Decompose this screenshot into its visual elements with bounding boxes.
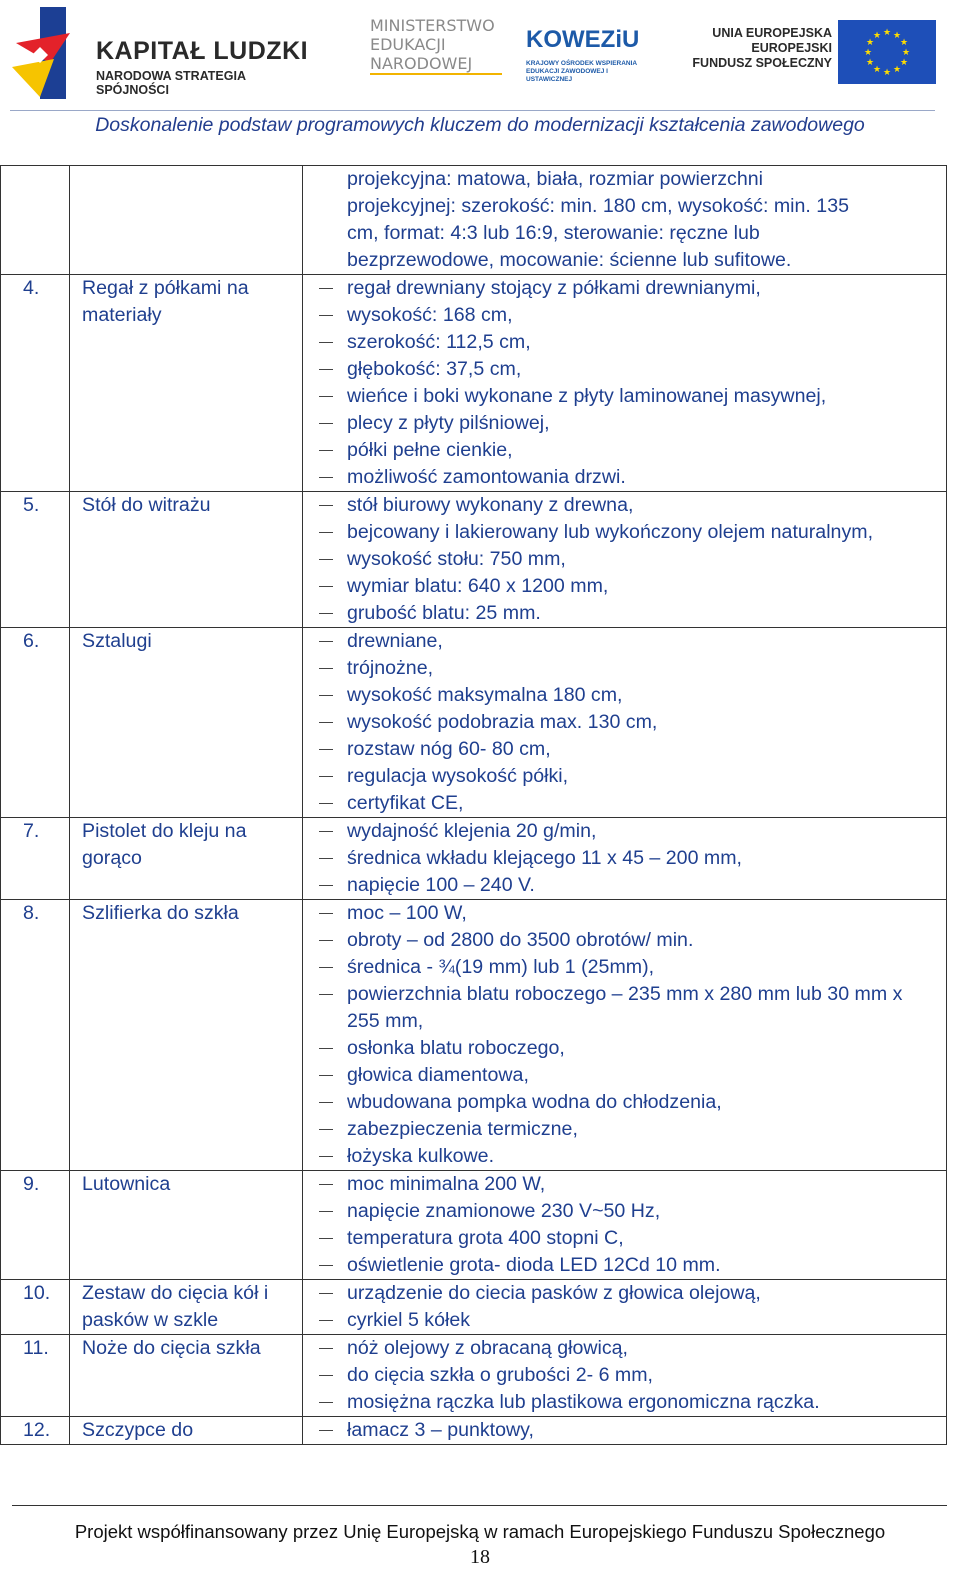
spec-text: wbudowana pompka wodna do chłodzenia, (347, 1091, 722, 1113)
koweziu-title: KOWEZiU (526, 26, 640, 53)
spec-item (303, 356, 938, 383)
cell-name (70, 818, 303, 900)
spec-item (303, 1171, 938, 1198)
dash-bullet-icon (319, 1293, 333, 1294)
cell-number (1, 1280, 70, 1335)
cell-specs (303, 166, 947, 275)
table-row (1, 1335, 947, 1417)
item-name: Regał z półkami na materiały (82, 277, 249, 326)
spec-text: wysokość podobrazia max. 130 cm, (347, 711, 658, 733)
dash-bullet-icon (319, 858, 333, 859)
spec-item (303, 818, 938, 845)
cell-specs (303, 492, 947, 628)
dash-bullet-icon (319, 776, 333, 777)
dash-bullet-icon (319, 831, 333, 832)
dash-bullet-icon (319, 1211, 333, 1212)
spec-continuation-line: bezprzewodowe, mocowanie: ścienne lub sufitowe. (347, 249, 792, 271)
cell-name (70, 1171, 303, 1280)
dash-bullet-icon (319, 342, 333, 343)
svg-text:★: ★ (865, 38, 875, 48)
dash-bullet-icon (319, 1238, 333, 1239)
item-number: 5. (23, 494, 40, 516)
koweziu-logo (520, 20, 650, 90)
dash-bullet-icon (319, 477, 333, 478)
spec-text: rozstaw nóg 60- 80 cm, (347, 738, 551, 760)
spec-list (303, 1335, 938, 1416)
item-name: Szczypce do (82, 1419, 194, 1441)
svg-text:★: ★ (892, 31, 902, 41)
spec-list (303, 275, 938, 491)
cell-number (1, 900, 70, 1171)
cell-specs (303, 900, 947, 1171)
equipment-spec-table (0, 165, 947, 1445)
dash-bullet-icon (319, 1184, 333, 1185)
spec-item (303, 736, 938, 763)
dash-bullet-icon (319, 803, 333, 804)
spec-list (303, 1417, 938, 1444)
cell-number (1, 492, 70, 628)
dash-bullet-icon (319, 641, 333, 642)
spec-item (303, 1252, 938, 1279)
cell-number (1, 818, 70, 900)
spec-text: trójnożne, (347, 657, 434, 679)
spec-item (303, 410, 938, 437)
item-name: Pistolet do kleju na gorąco (82, 820, 247, 869)
spec-item (303, 437, 938, 464)
spec-item (303, 329, 938, 356)
cell-name (70, 1417, 303, 1445)
page-number: 18 (470, 1546, 490, 1568)
dash-bullet-icon (319, 315, 333, 316)
dash-bullet-icon (319, 885, 333, 886)
dash-bullet-icon (319, 288, 333, 289)
item-name: Sztalugi (82, 630, 152, 652)
cell-specs (303, 1171, 947, 1280)
spec-item (303, 845, 938, 872)
dash-bullet-icon (319, 423, 333, 424)
spec-text: półki pełne cienkie, (347, 439, 513, 461)
dash-bullet-icon (319, 668, 333, 669)
spec-text: oświetlenie grota- dioda LED 12Cd 10 mm. (347, 1254, 721, 1276)
cell-name (70, 275, 303, 492)
kapital-ludzki-subtitle: NARODOWA STRATEGIA SPÓJNOŚCI (96, 69, 246, 97)
ministry-education-logo (358, 16, 508, 86)
spec-item (303, 275, 938, 302)
table-row (1, 900, 947, 1171)
item-number: 10. (23, 1282, 51, 1304)
table-row (1, 275, 947, 492)
cell-number (1, 166, 70, 275)
spec-text: wydajność klejenia 20 g/min, (347, 820, 597, 842)
spec-list (303, 1280, 938, 1334)
spec-text: możliwość zamontowania drzwi. (347, 466, 626, 488)
header-divider (10, 110, 935, 111)
dash-bullet-icon (319, 1430, 333, 1431)
dash-bullet-icon (319, 722, 333, 723)
spec-item (303, 1062, 938, 1089)
spec-item (303, 1307, 938, 1334)
cell-name (70, 628, 303, 818)
cell-number (1, 1335, 70, 1417)
svg-text:★: ★ (882, 68, 892, 78)
dash-bullet-icon (319, 1320, 333, 1321)
item-number: 9. (23, 1173, 40, 1195)
spec-text: mosiężna rączka lub plastikowa ergonomiczna rączka. (347, 1391, 820, 1413)
spec-list (303, 900, 938, 1170)
dash-bullet-icon (319, 1402, 333, 1403)
spec-text: grubość blatu: 25 mm. (347, 602, 541, 624)
spec-item (303, 302, 938, 329)
spec-item (303, 1362, 938, 1389)
cell-specs (303, 1335, 947, 1417)
table-row (1, 492, 947, 628)
dash-bullet-icon (319, 559, 333, 560)
spec-list (303, 818, 938, 899)
dash-bullet-icon (319, 940, 333, 941)
spec-item (303, 1417, 938, 1444)
spec-list (303, 1171, 938, 1279)
cell-name (70, 166, 303, 275)
spec-item (303, 519, 938, 546)
spec-continuation-line: projekcyjnej: szerokość: min. 180 cm, wysokość: min. 135 (347, 195, 850, 217)
cell-number (1, 628, 70, 818)
spec-text: plecy z płyty pilśniowej, (347, 412, 550, 434)
spec-text: regał drewniany stojący z półkami drewnianymi, (347, 277, 761, 299)
spec-item (303, 628, 938, 655)
table-row (1, 1171, 947, 1280)
eu-fund-logo (692, 20, 952, 90)
spec-item (303, 1089, 938, 1116)
dash-bullet-icon (319, 505, 333, 506)
spec-text: napięcie 100 – 240 V. (347, 874, 535, 896)
spec-text: cyrkiel 5 kółek (347, 1309, 471, 1331)
item-name: Noże do cięcia szkła (82, 1337, 261, 1359)
dash-bullet-icon (319, 1156, 333, 1157)
item-name: Szlifierka do szkła (82, 902, 239, 924)
svg-text:★: ★ (899, 58, 909, 68)
dash-bullet-icon (319, 396, 333, 397)
dash-bullet-icon (319, 994, 333, 995)
spec-text: powierzchnia blatu roboczego – 235 mm x 280 mm lub 30 mm x 255 mm, (347, 983, 903, 1032)
dash-bullet-icon (319, 1348, 333, 1349)
spec-item (303, 682, 938, 709)
spec-item (303, 763, 938, 790)
spec-item (303, 872, 938, 899)
eu-fund-text: UNIA EUROPEJSKA EUROPEJSKI FUNDUSZ SPOŁECZNY (692, 26, 832, 70)
kapital-ludzki-logo (10, 5, 320, 105)
spec-item (303, 1389, 938, 1416)
cell-specs (303, 818, 947, 900)
spec-item (303, 383, 938, 410)
spec-list (303, 628, 938, 817)
dash-bullet-icon (319, 586, 333, 587)
dash-bullet-icon (319, 1265, 333, 1266)
spec-text: moc – 100 W, (347, 902, 467, 924)
spec-text: temperatura grota 400 stopni C, (347, 1227, 624, 1249)
dash-bullet-icon (319, 613, 333, 614)
cell-specs (303, 275, 947, 492)
svg-text:★: ★ (872, 31, 882, 41)
svg-text:★: ★ (863, 48, 873, 58)
spec-text: wysokość stołu: 750 mm, (347, 548, 566, 570)
dash-bullet-icon (319, 532, 333, 533)
eu-flag-icon (838, 20, 936, 84)
spec-text: szerokość: 112,5 cm, (347, 331, 531, 353)
cell-name (70, 1335, 303, 1417)
dash-bullet-icon (319, 1129, 333, 1130)
spec-text: certyfikat CE, (347, 792, 464, 814)
spec-text: drewniane, (347, 630, 443, 652)
item-number: 7. (23, 820, 40, 842)
spec-item (303, 1225, 938, 1252)
spec-item (303, 600, 938, 627)
project-tagline: Doskonalenie podstaw programowych kluczem do modernizacji kształcenia zawodowego (95, 114, 865, 136)
spec-item (303, 1116, 938, 1143)
spec-text: łożyska kulkowe. (347, 1145, 495, 1167)
spec-text: wysokość maksymalna 180 cm, (347, 684, 623, 706)
spec-text: wieńce i boki wykonane z płyty laminowanej masywnej, (347, 385, 827, 407)
spec-item (303, 981, 938, 1035)
cell-specs (303, 1280, 947, 1335)
svg-text:★: ★ (899, 38, 909, 48)
item-name: Lutownica (82, 1173, 171, 1195)
spec-text: wysokość: 168 cm, (347, 304, 513, 326)
spec-item (303, 1280, 938, 1307)
dash-bullet-icon (319, 1102, 333, 1103)
spec-text: moc minimalna 200 W, (347, 1173, 546, 1195)
spec-item (303, 1335, 938, 1362)
cell-specs (303, 1417, 947, 1445)
spec-text: łamacz 3 – punktowy, (347, 1419, 534, 1441)
kapital-ludzki-emblem-icon (10, 5, 90, 105)
dash-bullet-icon (319, 369, 333, 370)
svg-text:★: ★ (892, 65, 902, 75)
item-number: 11. (23, 1337, 49, 1359)
dash-bullet-icon (319, 1048, 333, 1049)
spec-item (303, 1198, 938, 1225)
spec-item (303, 546, 938, 573)
svg-text:★: ★ (865, 58, 875, 68)
cell-name (70, 492, 303, 628)
dash-bullet-icon (319, 450, 333, 451)
spec-item (303, 1035, 938, 1062)
table-row (1, 628, 947, 818)
spec-text: stół biurowy wykonany z drewna, (347, 494, 634, 516)
dash-bullet-icon (319, 1075, 333, 1076)
table-row (1, 1417, 947, 1445)
page-header (0, 0, 960, 112)
table-row (1, 1280, 947, 1335)
spec-item (303, 790, 938, 817)
spec-item (303, 492, 938, 519)
dash-bullet-icon (319, 913, 333, 914)
spec-item (303, 954, 938, 981)
spec-text: do cięcia szkła o grubości 2- 6 mm, (347, 1364, 653, 1386)
spec-item (303, 927, 938, 954)
cell-number (1, 1417, 70, 1445)
cell-number (1, 1171, 70, 1280)
dash-bullet-icon (319, 695, 333, 696)
spec-text: nóż olejowy z obracaną głowicą, (347, 1337, 628, 1359)
svg-text:★: ★ (901, 48, 911, 58)
item-number: 12. (23, 1419, 51, 1441)
spec-text: regulacja wysokość półki, (347, 765, 569, 787)
cell-specs (303, 628, 947, 818)
kapital-ludzki-title: KAPITAŁ LUDZKI (96, 37, 309, 65)
svg-text:★: ★ (872, 65, 882, 75)
spec-list (303, 492, 938, 627)
table-row (1, 818, 947, 900)
spec-text: głębokość: 37,5 cm, (347, 358, 522, 380)
spec-item (303, 573, 938, 600)
spec-item (303, 464, 938, 491)
spec-text: napięcie znamionowe 230 V~50 Hz, (347, 1200, 661, 1222)
spec-text: obroty – od 2800 do 3500 obrotów/ min. (347, 929, 694, 951)
koweziu-subtitle: KRAJOWY OŚRODEK WSPIERANIA EDUKACJI ZAWODOWEJ I USTAWICZNEJ (526, 60, 637, 83)
spec-item (303, 709, 938, 736)
dash-bullet-icon (319, 749, 333, 750)
dash-bullet-icon (319, 967, 333, 968)
spec-text: urządzenie do ciecia pasków z głowica olejową, (347, 1282, 761, 1304)
spec-item (303, 655, 938, 682)
spec-text: głowica diamentowa, (347, 1064, 529, 1086)
item-name: Stół do witrażu (82, 494, 211, 516)
spec-item (303, 1143, 938, 1170)
spec-text: średnica - ¾(19 mm) lub 1 (25mm), (347, 956, 655, 978)
item-name: Zestaw do cięcia kół i pasków w szkle (82, 1282, 269, 1331)
footer-divider (12, 1505, 947, 1506)
cell-name (70, 1280, 303, 1335)
item-number: 4. (23, 277, 40, 299)
spec-text: bejcowany i lakierowany lub wykończony olejem naturalnym, (347, 521, 874, 543)
cell-number (1, 275, 70, 492)
ministry-education-text: MINISTERSTWO EDUKACJI NARODOWEJ (370, 16, 495, 73)
table-row-continuation (1, 166, 947, 275)
item-number: 8. (23, 902, 40, 924)
spec-text: zabezpieczenia termiczne, (347, 1118, 578, 1140)
footer-text: Projekt współfinansowany przez Unię Europejską w ramach Europejskiego Funduszu Społecznego (74, 1521, 886, 1542)
svg-text:★: ★ (882, 28, 892, 38)
spec-text: osłonka blatu roboczego, (347, 1037, 565, 1059)
spec-continuation-line: cm, format: 4:3 lub 16:9, sterowanie: ręczne lub (347, 222, 760, 244)
spec-text: średnica wkładu klejącego 11 x 45 – 200 mm, (347, 847, 742, 869)
cell-name (70, 900, 303, 1171)
dash-bullet-icon (319, 1375, 333, 1376)
item-number: 6. (23, 630, 40, 652)
spec-continuation-line: projekcyjna: matowa, biała, rozmiar powierzchni (347, 168, 763, 190)
spec-item (303, 900, 938, 927)
spec-text: wymiar blatu: 640 x 1200 mm, (347, 575, 609, 597)
